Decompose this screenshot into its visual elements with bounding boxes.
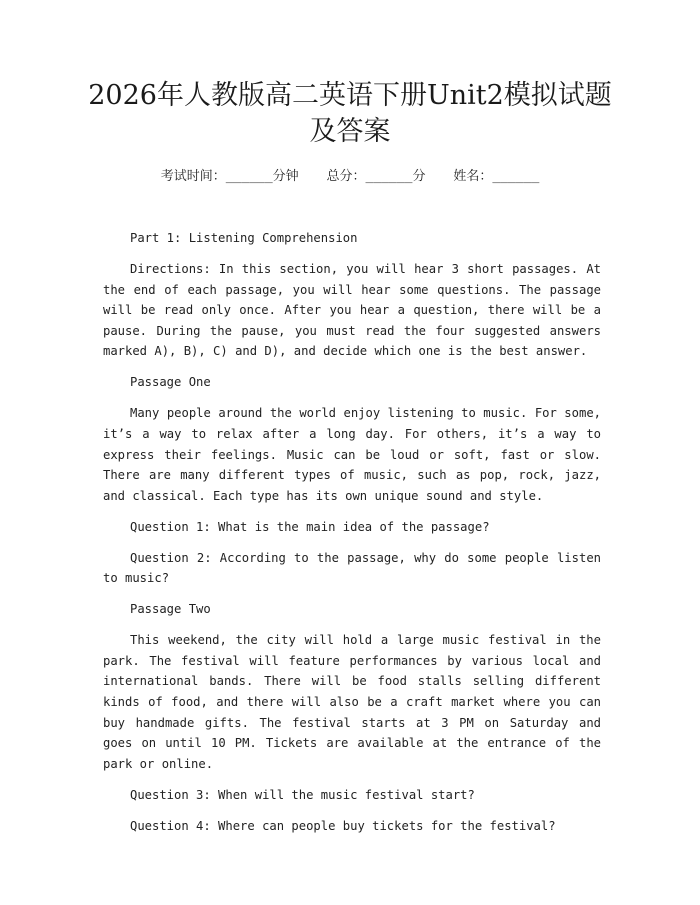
document-body (103, 228, 601, 847)
student-name: 姓名：______ (453, 169, 540, 184)
question-item: Question 4: Where can people buy tickets for the festival? (130, 818, 556, 833)
question-item: Question 2: According to the passage, why do some people listen to music? (103, 550, 601, 586)
exam-score: 总分：______分 (326, 169, 426, 184)
passage-heading: Passage Two (130, 602, 211, 617)
title-line-1: 2026年人教版高二英语下册Unit2模拟试题 (88, 80, 612, 111)
passage-paragraph: Many people around the world enjoy listening to music. For some, it’s a way to relax after a long day. For others, it’s a way to express their feelings. Music can be loud or soft, fast or slow. There are many different types of music, such as pop, rock, jazz, and classical. Each type has its own unique sound and style. (103, 406, 601, 503)
exam-time: 考试时间：______分钟 (160, 169, 299, 184)
exam-info (0, 168, 700, 186)
passage-paragraph: This weekend, the city will hold a large music festival in the park. The festival will feature performances by various local and international bands. There will be food stalls selling different kinds of food, and there will also be a craft market where you can buy handmade gifts. The festival starts at 3 PM on Saturday and goes on until 10 PM. Tickets are available at the entrance of the park or online. (103, 633, 601, 771)
question-item: Question 3: When will the music festival start? (130, 787, 475, 802)
section-heading: Part 1: Listening Comprehension (130, 231, 358, 245)
question-item: Question 1: What is the main idea of the passage? (130, 519, 490, 534)
title-line-2: 及答案 (309, 116, 391, 147)
passage-heading: Passage One (130, 375, 211, 390)
directions-paragraph: Directions: In this section, you will hear 3 short passages. At the end of each passage, you will hear some questions. The passage will be read only once. After you hear a question, there will be a pause. During the pause, you must read the four suggested answers marked A), B), C) and D), and decide which one is the best answer. (103, 261, 601, 359)
document-title (60, 78, 640, 150)
